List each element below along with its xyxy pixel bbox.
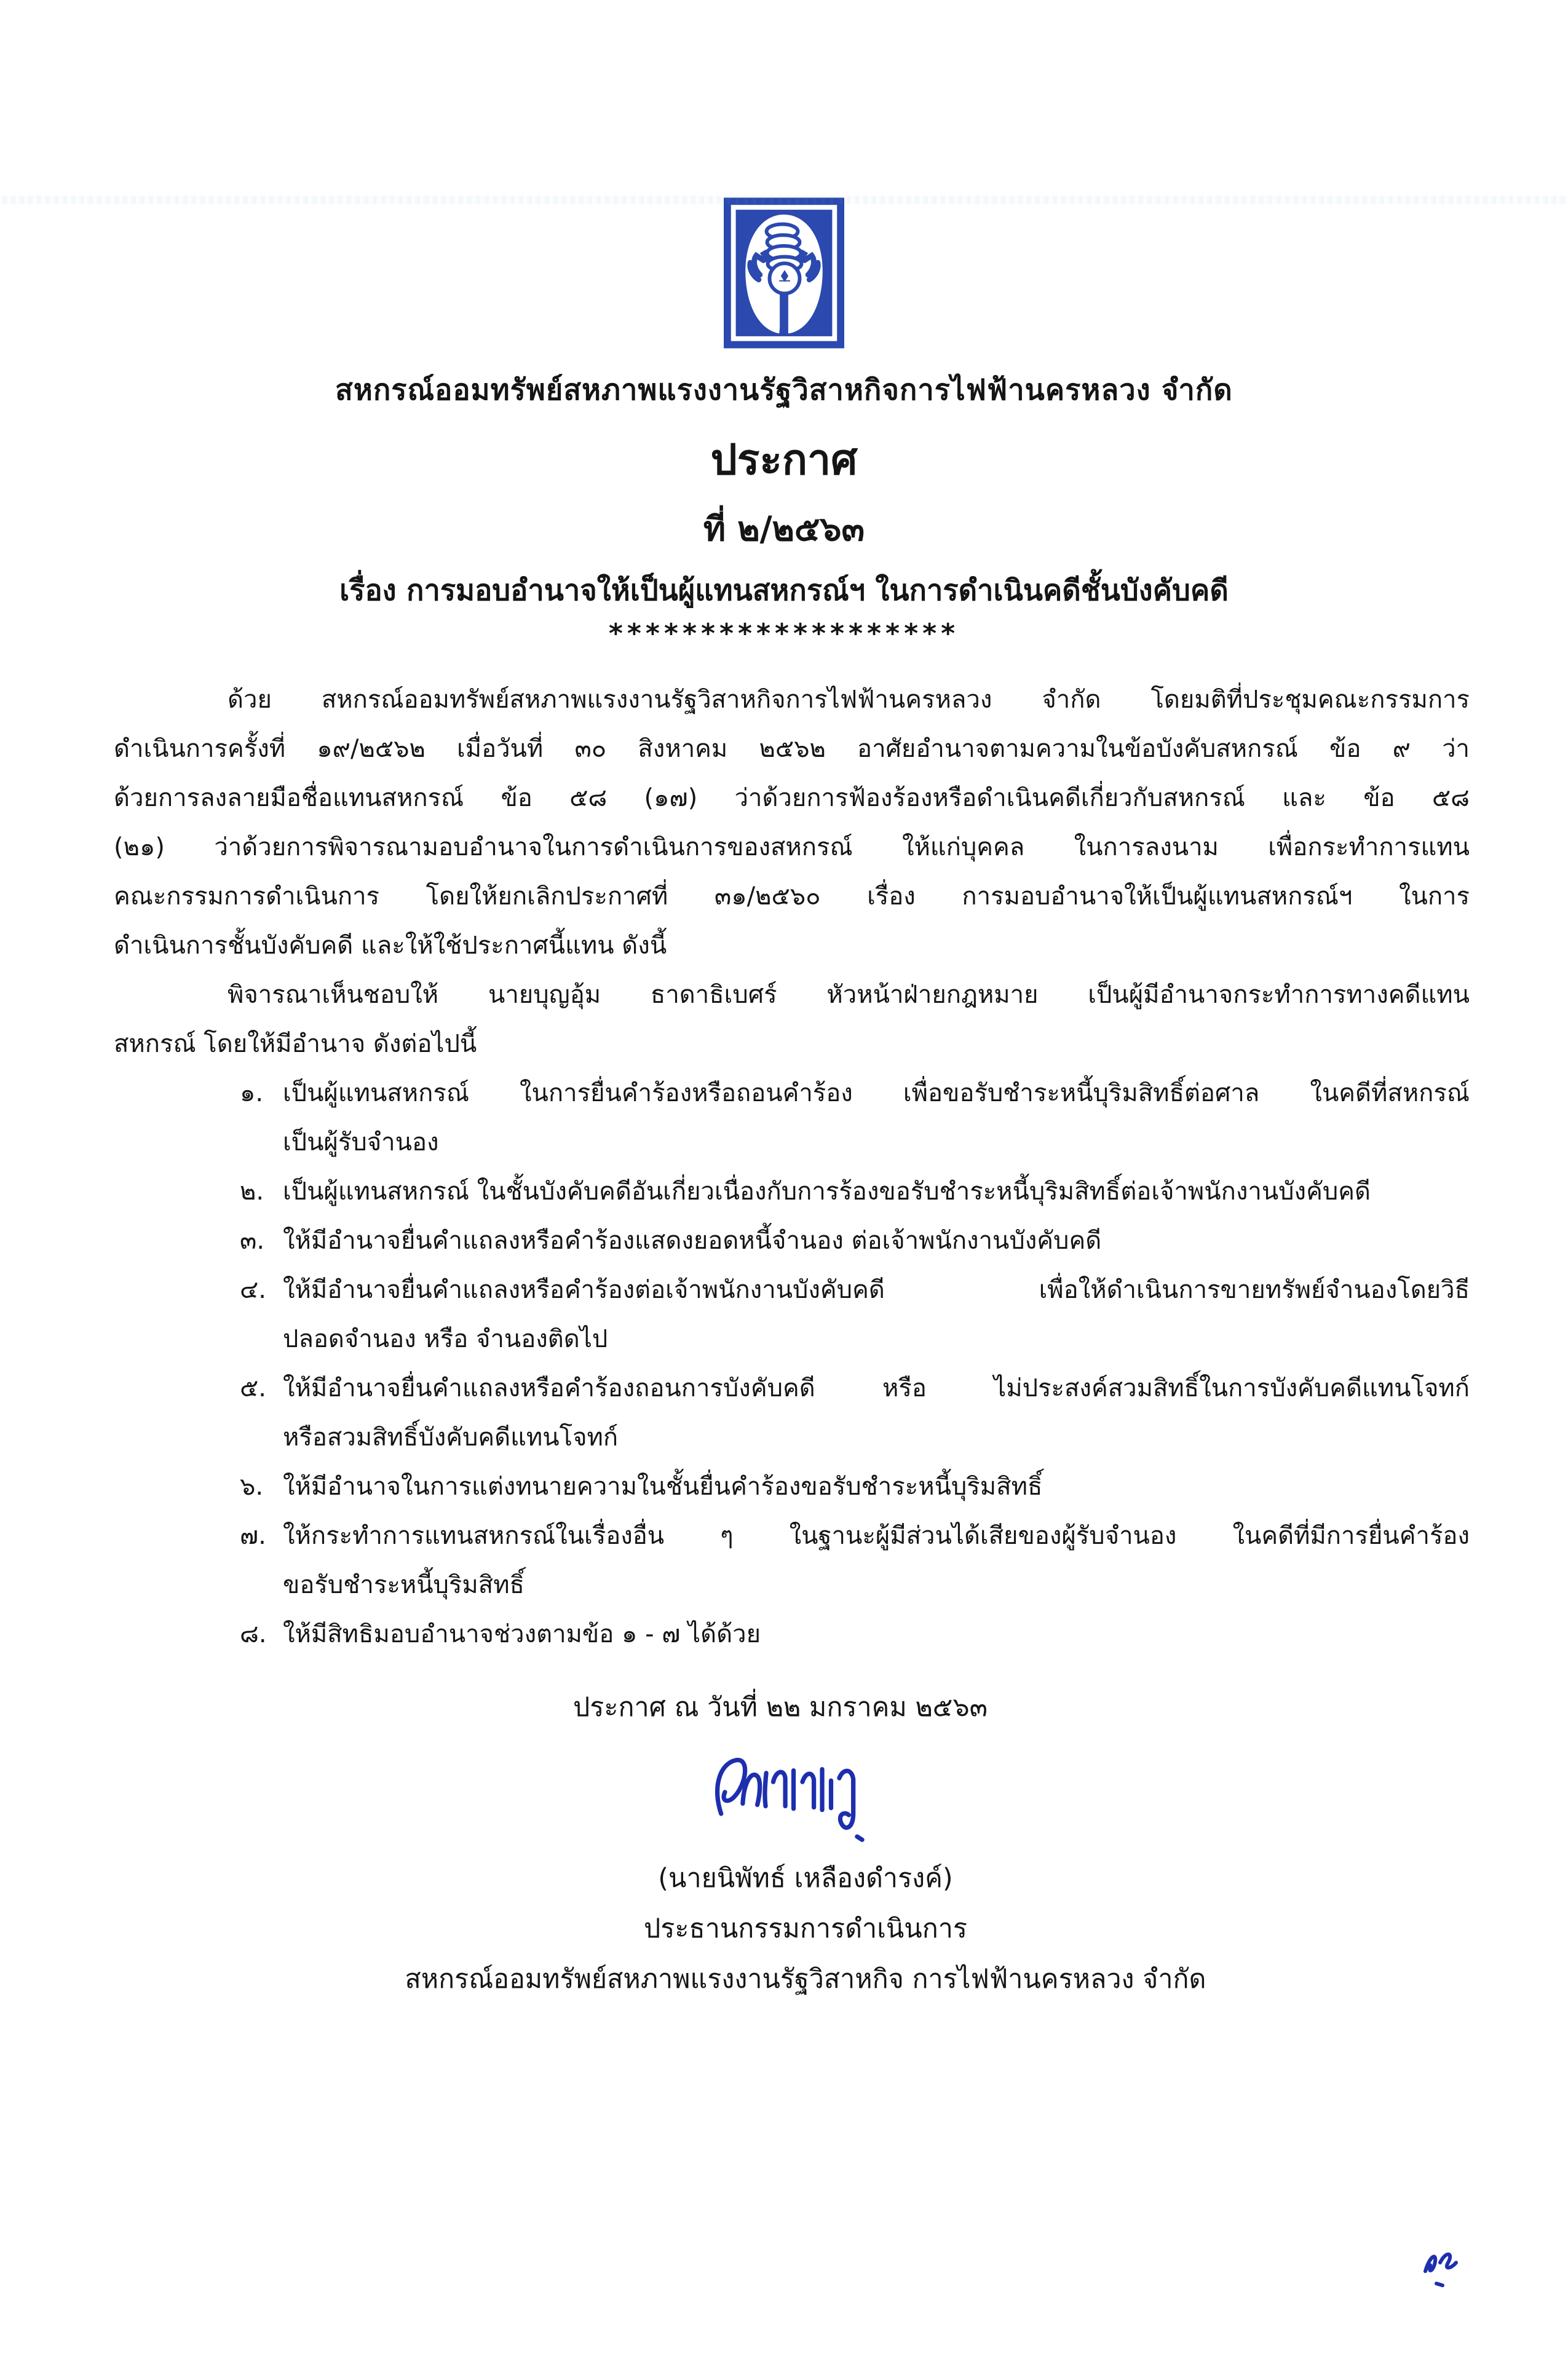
list-item [240,1265,1470,1364]
list-item [240,1462,1470,1511]
initials-ink [1414,2243,1482,2298]
signer-title: ประธานกรรมการดำเนินการ [644,1913,967,1944]
item-line: เป็นผู้แทนสหกรณ์ ในชั้นบังคับคดีอันเกี่ยวเนื่องกับการร้องขอรับชำระหนี้บุริมสิทธิ์ต่อเจ้าพนักงานบังคับคดี [283,1177,1371,1206]
announcement-date-line: ประกาศ ณ วันที่ ๒๒ มกราคม ๒๕๖๓ [572,1692,988,1723]
item-number: ๑. [240,1079,264,1107]
list-item [240,1069,1470,1167]
paragraph-line: พิจารณาเห็นชอบให้ นายบุญอุ้ม ธาดาธิเบศร์ หัวหน้าฝ่ายกฎหมาย เป็นผู้มีอำนาจกระทำการทางคดีแทน [228,981,1470,1009]
numbered-list [240,1069,1470,1659]
item-line: ขอรับชำระหนี้บุริมสิทธิ์ [283,1571,525,1599]
document-page [0,196,1568,2353]
doc-number: ที่ ๒/๒๕๖๓ [703,509,865,548]
divider-stars: ******************* [608,618,960,649]
item-number: ๕. [240,1374,266,1402]
item-number: ๖. [240,1473,264,1501]
list-item [240,1167,1470,1216]
list-item [240,1216,1470,1265]
signature-ink [707,1741,898,1852]
signer-name: (นายนิพัทธ์ เหลืองดำรงค์) [658,1863,953,1894]
item-line: เป็นผู้รับจำนอง [283,1128,439,1157]
item-line: เป็นผู้แทนสหกรณ์ ในการยื่นคำร้องหรือถอนคำร้อง เพื่อขอรับชำระหนี้บุริมสิทธิ์ต่อศาล ในคดีที่สหกรณ์ [283,1079,1470,1107]
list-item [240,1511,1470,1610]
item-number: ๔. [240,1276,266,1304]
signer-block [22,1857,1568,1999]
paragraph-line: คณะกรรมการดำเนินการ โดยให้ยกเลิกประกาศที่ ๓๑/๒๕๖๐ เรื่อง การมอบอำนาจให้เป็นผู้แทนสหกรณ์ฯ ในการ [114,882,1470,911]
signer-org: สหกรณ์ออมทรัพย์สหภาพแรงงานรัฐวิสาหกิจ การไฟฟ้านครหลวง จำกัด [405,1964,1206,1995]
org-name: สหกรณ์ออมทรัพย์สหภาพแรงงานรัฐวิสาหกิจการไฟฟ้านครหลวง จำกัด [335,373,1233,407]
list-item [240,1610,1470,1659]
paragraph-line: ด้วยการลงลายมือชื่อแทนสหกรณ์ ข้อ ๕๘ (๑๗) ว่าด้วยการฟ้องร้องหรือดำเนินคดีเกี่ยวกับสหกรณ์ และ ข้อ ๕๘ [114,784,1470,812]
document-body [114,675,1470,1659]
item-number: ๘. [240,1620,267,1648]
cooperative-logo-icon [724,196,844,350]
item-number: ๓. [240,1227,265,1255]
paragraph-line: ด้วย สหกรณ์ออมทรัพย์สหภาพแรงงานรัฐวิสาหกิจการไฟฟ้านครหลวง จำกัด โดยมติที่ประชุมคณะกรรมการ [228,686,1470,714]
item-line: ให้กระทำการแทนสหกรณ์ในเรื่องอื่น ๆ ในฐานะผู้มีส่วนได้เสียของผู้รับจำนอง ในคดีที่มีการยื่นคำร้อง [283,1522,1470,1550]
scanner-streak-artifact [0,196,1568,204]
item-line: ให้มีอำนาจยื่นคำแถลงหรือคำร้องแสดงยอดหนี้จำนอง ต่อเจ้าพนักงานบังคับคดี [283,1227,1102,1255]
paragraph-line: ดำเนินการครั้งที่ ๑๙/๒๕๖๒ เมื่อวันที่ ๓๐ สิงหาคม ๒๕๖๒ อาศัยอำนาจตามความในข้อบังคับสหกรณ์ ข้อ ๙ ว่า [114,735,1470,763]
list-item [240,1364,1470,1462]
item-line: ให้มีอำนาจยื่นคำแถลงหรือคำร้องต่อเจ้าพนักงานบังคับคดี เพื่อให้ดำเนินการขายทรัพย์จำนองโดยวิธี [283,1276,1470,1304]
item-number: ๒. [240,1177,264,1206]
subject-line: เรื่อง การมอบอำนาจให้เป็นผู้แทนสหกรณ์ฯ ในการดำเนินคดีชั้นบังคับคดี [339,574,1229,607]
doc-type-title: ประกาศ [710,436,858,484]
item-line: ให้มีอำนาจในการแต่งทนายความในชั้นยื่นคำร้องขอรับชำระหนี้บุริมสิทธิ์ [283,1473,1043,1501]
item-line: ให้มีอำนาจยื่นคำแถลงหรือคำร้องถอนการบังคับคดี หรือ ไม่ประสงค์สวมสิทธิ์ในการบังคับคดีแทนโจทก์ [283,1374,1470,1402]
item-line: ปลอดจำนอง หรือ จำนองติดไป [283,1325,608,1353]
paragraph-line: ดำเนินการชั้นบังคับคดี และให้ใช้ประกาศนี้แทน ดังนี้ [114,931,667,960]
paragraph-line: (๒๑) ว่าด้วยการพิจารณามอบอำนาจในการดำเนินการของสหกรณ์ ให้แก่บุคคล ในการลงนาม เพื่อกระทำการแทน [114,833,1470,861]
paragraph-line: สหกรณ์ โดยให้มีอำนาจ ดังต่อไปนี้ [114,1030,477,1058]
item-line: ให้มีสิทธิมอบอำนาจช่วงตามข้อ ๑ - ๗ ได้ด้วย [283,1620,761,1648]
item-line: หรือสวมสิทธิ์บังคับคดีแทนโจทก์ [283,1423,619,1452]
item-number: ๗. [240,1522,266,1550]
